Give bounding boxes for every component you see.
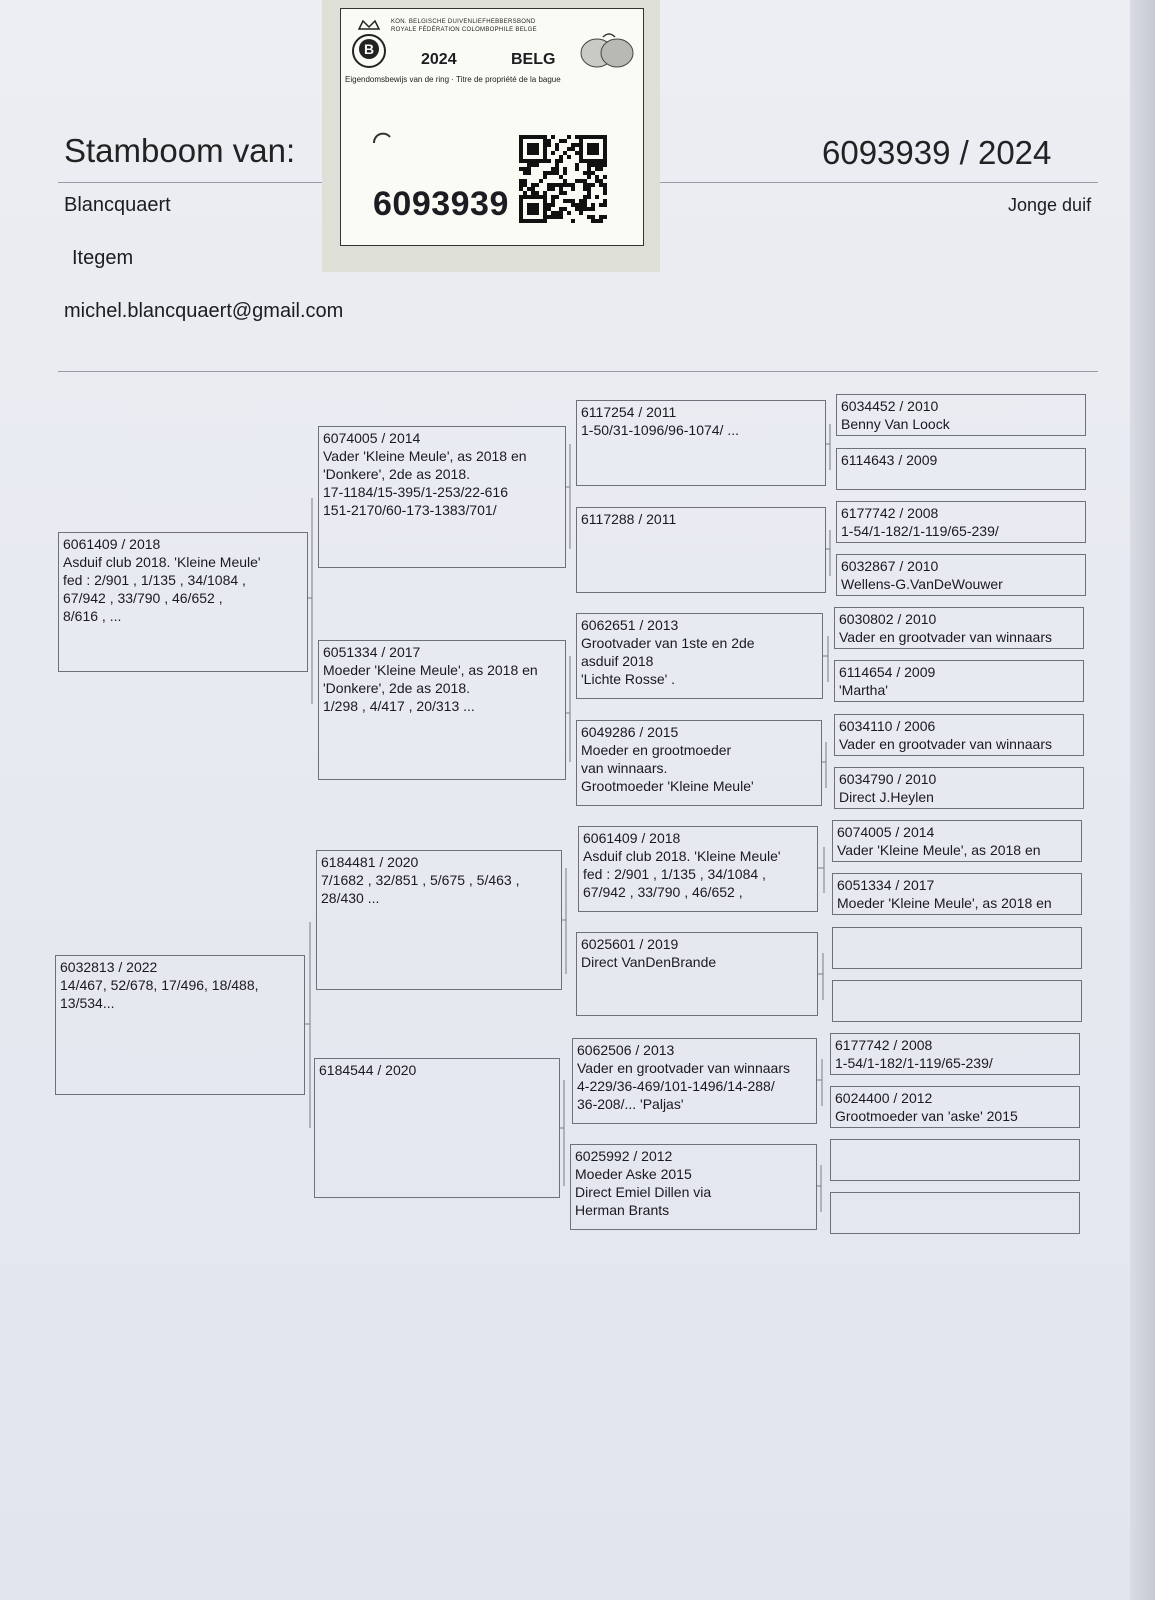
pigeon-ring-number: 6024400 / 2012: [835, 1090, 933, 1106]
pigeon-note: 13/534...: [60, 995, 115, 1011]
pedigree-box-gen4-3: [836, 501, 1086, 543]
pigeon-note: Grootmoeder van 'aske' 2015: [835, 1108, 1018, 1124]
pigeon-note: 1-50/31-1096/96-1074/ ...: [581, 422, 740, 438]
status-label: Jonge duif: [1008, 195, 1092, 215]
pedigree-box-gen3-6: [576, 932, 818, 1016]
pigeon-note: fed : 2/901 , 1/135 , 34/1084 ,: [583, 866, 766, 882]
pigeon-note: Direct Emiel Dillen via: [575, 1184, 712, 1200]
pigeon-ring-number: 6117288 / 2011: [581, 511, 677, 527]
pigeon-ring-number: 6034790 / 2010: [839, 771, 937, 787]
pigeon-ring-number: 6051334 / 2017: [323, 644, 421, 660]
pedigree-box-gen2-3: [316, 850, 562, 990]
pedigree-box-gen4-8: [834, 767, 1084, 809]
pedigree-box-gen4-10: [832, 873, 1082, 915]
pigeon-note: Asduif club 2018. 'Kleine Meule': [63, 554, 261, 570]
pedigree-box-gen2-1: [318, 426, 566, 568]
pedigree-box-gen3-5: [578, 826, 818, 912]
pedigree-box-gen3-1: [576, 400, 826, 486]
pigeon-note: 1-54/1-182/1-119/65-239/: [835, 1055, 993, 1071]
pigeon-note: Moeder 'Kleine Meule', as 2018 en: [837, 895, 1052, 911]
pedigree-box-gen4-5: [834, 607, 1084, 649]
pigeon-note: Wellens-G.VanDeWouwer: [841, 576, 1003, 592]
pigeon-note: Vader 'Kleine Meule', as 2018 en: [323, 448, 527, 464]
card-deed-text: Eigendomsbewijs van de ring · Titre de propriété de la bague: [345, 75, 561, 84]
pedigree-box-gen4-9: [832, 820, 1082, 862]
pigeon-note: 28/430 ...: [321, 890, 380, 906]
owner-email: michel.blancquaert@gmail.com: [64, 300, 344, 322]
page-title: Stamboom van:: [64, 132, 296, 169]
pigeon-note: 'Donkere', 2de as 2018.: [323, 466, 470, 482]
pigeon-ring-number: 6061409 / 2018: [583, 830, 681, 846]
pedigree-box-gen4-2: [836, 448, 1086, 490]
pigeon-note: Vader en grootvader van winnaars: [577, 1060, 790, 1076]
pigeon-note: 1/298 , 4/417 , 20/313 ...: [323, 698, 475, 714]
pedigree-box-gen4-12: [832, 980, 1082, 1022]
pigeon-note: 151-2170/60-173-1383/701/: [323, 502, 497, 518]
card-ring-number: 6093939: [373, 185, 509, 223]
pigeon-note: Moeder 'Kleine Meule', as 2018 en: [323, 662, 538, 678]
card-org-line-1: KON. BELGISCHE DUIVENLIEFHEBBERSBOND: [391, 19, 536, 25]
pedigree-box-gen3-7: [572, 1038, 817, 1124]
pedigree-box-gen4-14: [830, 1086, 1080, 1128]
pigeon-note: Asduif club 2018. 'Kleine Meule': [583, 848, 781, 864]
pigeon-ring-number: 6034452 / 2010: [841, 398, 939, 414]
pedigree-box-gen4-11: [832, 927, 1082, 969]
pigeon-ring-number: 6074005 / 2014: [323, 430, 421, 446]
card-country: BELG: [511, 51, 556, 68]
pigeon-note: 'Martha': [839, 682, 888, 698]
owner-name: Blancquaert: [64, 194, 171, 216]
pigeon-ring-number: 6049286 / 2015: [581, 724, 679, 740]
pedigree-box-gen4-7: [834, 714, 1084, 756]
pedigree-box-gen2-4: [314, 1058, 560, 1198]
card-org-line-2: ROYALE FÉDÉRATION COLOMBOPHILE BELGE: [391, 27, 537, 33]
pedigree-box-gen1-1: [58, 532, 308, 672]
pigeon-ring-number: 6032867 / 2010: [841, 558, 939, 574]
pigeon-note: Direct VanDenBrande: [581, 954, 717, 970]
pedigree-box-gen4-1: [836, 394, 1086, 436]
pigeon-ring-number: 6032813 / 2022: [60, 959, 158, 975]
pigeon-note: 67/942 , 33/790 , 46/652 ,: [63, 590, 223, 606]
pigeon-ring-number: 6074005 / 2014: [837, 824, 935, 840]
pedigree-box-gen3-8: [570, 1144, 817, 1230]
pigeon-note: asduif 2018: [581, 653, 654, 669]
pedigree-box-gen4-13: [830, 1033, 1080, 1075]
pigeon-note: 14/467, 52/678, 17/496, 18/488,: [60, 977, 259, 993]
pigeon-note: 36-208/... 'Paljas': [577, 1096, 684, 1112]
pedigree-box-gen4-4: [836, 554, 1086, 596]
pigeon-ring-number: 6117254 / 2011: [581, 404, 677, 420]
pedigree-box-gen3-4: [576, 720, 822, 806]
ring-number: 6093939 / 2024: [822, 134, 1052, 171]
pigeon-ring-number: 6062506 / 2013: [577, 1042, 675, 1058]
pigeon-note: 7/1682 , 32/851 , 5/675 , 5/463 ,: [321, 872, 520, 888]
pigeon-ring-number: 6025601 / 2019: [581, 936, 679, 952]
pigeon-note: Moeder en grootmoeder: [581, 742, 732, 758]
pigeon-ring-number: 6062651 / 2013: [581, 617, 679, 633]
pigeon-ring-number: 6177742 / 2008: [841, 505, 939, 521]
svg-text:B: B: [363, 41, 375, 57]
pedigree-box-gen3-3: [576, 613, 823, 699]
pigeon-ring-number: 6025992 / 2012: [575, 1148, 673, 1164]
pigeon-note: Vader en grootvader van winnaars: [839, 736, 1052, 752]
pigeon-note: 17-1184/15-395/1-253/22-616: [323, 484, 509, 500]
pigeon-ring-number: 6184544 / 2020: [319, 1062, 417, 1078]
pigeon-note: 67/942 , 33/790 , 46/652 ,: [583, 884, 743, 900]
pedigree-box-gen2-2: [318, 640, 566, 780]
pigeon-ring-number: 6061409 / 2018: [63, 536, 161, 552]
pigeon-note: 4-229/36-469/101-1496/14-288/: [577, 1078, 775, 1094]
pigeon-ring-number: 6114654 / 2009: [839, 664, 936, 680]
pigeon-ring-number: 6114643 / 2009: [841, 452, 938, 468]
pigeon-ring-number: 6184481 / 2020: [321, 854, 419, 870]
pigeon-note: Grootmoeder 'Kleine Meule': [581, 778, 754, 794]
pigeon-note: 'Lichte Rosse' .: [581, 671, 676, 687]
pigeon-note: van winnaars.: [581, 760, 668, 776]
pigeon-note: Herman Brants: [575, 1202, 670, 1218]
pigeon-note: 8/616 , ...: [63, 608, 122, 624]
pigeon-note: Moeder Aske 2015: [575, 1166, 692, 1182]
pigeon-ring-number: 6051334 / 2017: [837, 877, 935, 893]
pedigree-box-gen4-15: [830, 1139, 1080, 1181]
pedigree-box-gen4-16: [830, 1192, 1080, 1234]
pigeon-note: fed : 2/901 , 1/135 , 34/1084 ,: [63, 572, 246, 588]
pigeon-ring-number: 6030802 / 2010: [839, 611, 937, 627]
pigeon-ring-number: 6034110 / 2006: [839, 718, 936, 734]
card-year: 2024: [421, 51, 457, 68]
pedigree-box-gen4-6: [834, 660, 1084, 702]
pedigree-box-gen1-2: [55, 955, 305, 1095]
owner-city: Itegem: [72, 247, 134, 269]
pigeon-note: 1-54/1-182/1-119/65-239/: [841, 523, 999, 539]
pigeon-ring-number: 6177742 / 2008: [835, 1037, 933, 1053]
pigeon-note: Direct J.Heylen: [839, 789, 934, 805]
pigeon-note: 'Donkere', 2de as 2018.: [323, 680, 470, 696]
pigeon-note: Vader 'Kleine Meule', as 2018 en: [837, 842, 1041, 858]
pigeon-note: Grootvader van 1ste en 2de: [581, 635, 755, 651]
pedigree-box-gen3-2: [576, 507, 826, 593]
pigeon-note: Vader en grootvader van winnaars: [839, 629, 1052, 645]
pigeon-note: Benny Van Loock: [841, 416, 950, 432]
